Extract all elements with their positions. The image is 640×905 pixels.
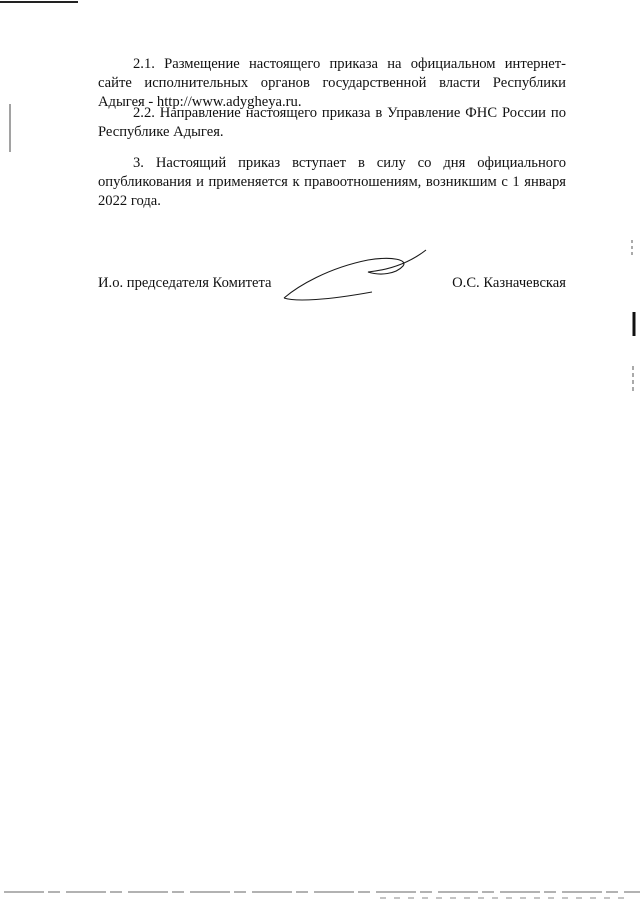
signatory-name: О.С. Казначевская	[452, 275, 566, 291]
scan-artifact-left-line	[8, 104, 12, 154]
scan-artifact-right-marks	[626, 236, 640, 396]
paragraph-2-1: 2.1. Размещение настоящего приказа на официальном интернет-сайте исполнительных органов государственной власти Республики Адыгея - http://www.adygheya.ru.	[98, 56, 566, 110]
scan-artifact-bottom-line	[0, 880, 640, 905]
paragraph-3: 3. Настоящий приказ вступает в силу со дня официального опубликования и применяется к правоотношениям, возникшим с 1 января 2022 года.	[98, 155, 566, 209]
signatory-title: И.о. председателя Комитета	[98, 275, 272, 291]
scan-artifact-top-line	[0, 0, 80, 6]
handwritten-signature	[268, 246, 438, 306]
paragraph-2-2: 2.2. Направление настоящего приказа в Управление ФНС России по Республике Адыгея.	[98, 105, 566, 140]
